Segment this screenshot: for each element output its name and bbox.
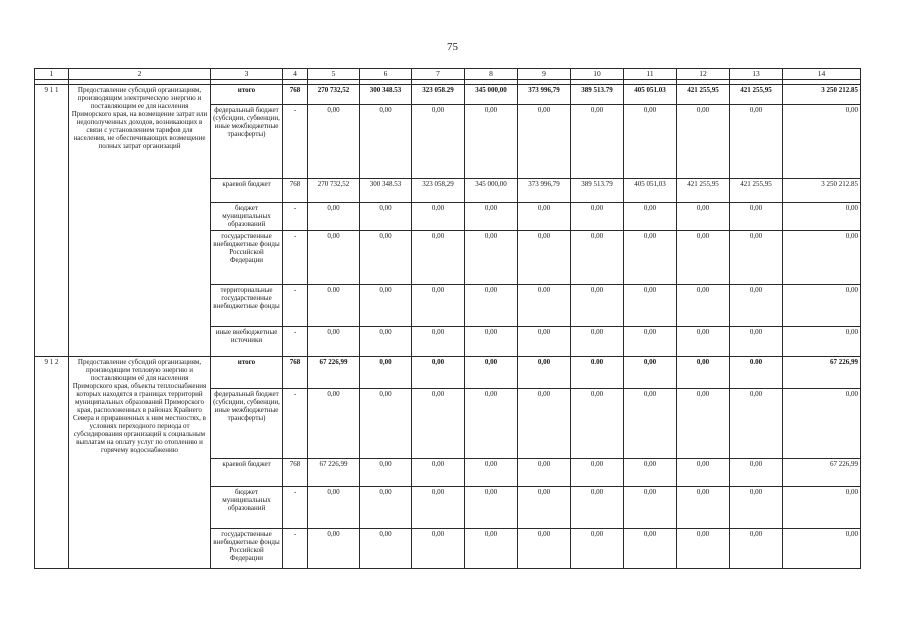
value-cell: 0,00 (730, 487, 783, 529)
value-cell: 0,00 (308, 203, 360, 231)
value-cell: 0,00 (465, 231, 518, 285)
column-header: 1 (35, 69, 69, 80)
value-cell: 0,00 (677, 459, 730, 487)
total-cell: 67 226,99 (783, 357, 861, 389)
value-cell: 270 732,52 (308, 179, 360, 203)
value-cell: 0,00 (518, 529, 571, 569)
responsible-code: 768 (283, 357, 308, 389)
value-cell: 0,00 (677, 487, 730, 529)
column-header: 9 (518, 69, 571, 80)
value-cell: 323 058,29 (412, 179, 465, 203)
value-cell: 0,00 (571, 389, 624, 459)
column-header: 6 (360, 69, 412, 80)
budget-table-body (35, 69, 861, 569)
value-cell: 405 051.03 (624, 85, 677, 105)
responsible-code: - (283, 231, 308, 285)
responsible-code: 768 (283, 85, 308, 105)
value-cell: 421 255,95 (677, 85, 730, 105)
value-cell: 0,00 (730, 105, 783, 179)
value-cell: 67 226,99 (308, 357, 360, 389)
column-header: 2 (69, 69, 211, 80)
value-cell: 421 255,95 (677, 179, 730, 203)
total-cell: 0,00 (783, 327, 861, 357)
value-cell: 0,00 (308, 529, 360, 569)
funding-source: краевой бюджет (211, 179, 283, 203)
column-header: 14 (783, 69, 861, 80)
value-cell: 0,00 (624, 203, 677, 231)
total-cell: 0,00 (783, 529, 861, 569)
value-cell: 0,00 (465, 487, 518, 529)
value-cell: 345 000,00 (465, 85, 518, 105)
funding-source: федеральный бюджет (субсидии, субвенции, иные межбюджетные трансферты) (211, 389, 283, 459)
value-cell: 0,00 (465, 105, 518, 179)
total-cell: 0,00 (783, 231, 861, 285)
value-cell: 67 226,99 (308, 459, 360, 487)
value-cell: 0,00 (571, 231, 624, 285)
value-cell: 0,00 (624, 231, 677, 285)
responsible-code: 768 (283, 179, 308, 203)
value-cell: 0.00 (730, 357, 783, 389)
value-cell: 373 996,79 (518, 179, 571, 203)
responsible-code: - (283, 529, 308, 569)
value-cell: 0,00 (412, 357, 465, 389)
column-header: 4 (283, 69, 308, 80)
value-cell: 0,00 (360, 459, 412, 487)
value-cell: 323 058.29 (412, 85, 465, 105)
funding-source: иные внебюджетные источники (211, 327, 283, 357)
value-cell: 405 051,03 (624, 179, 677, 203)
responsible-code: - (283, 105, 308, 179)
value-cell: 0,00 (677, 105, 730, 179)
column-header: 7 (412, 69, 465, 80)
value-cell: 0,00 (730, 529, 783, 569)
value-cell: 0,00 (465, 327, 518, 357)
value-cell: 0,00 (308, 105, 360, 179)
value-cell: 0,00 (624, 389, 677, 459)
value-cell: 389 513.79 (571, 85, 624, 105)
value-cell: 0,00 (677, 285, 730, 327)
value-cell: 0,00 (730, 389, 783, 459)
value-cell: 389 513.79 (571, 179, 624, 203)
funding-source: бюджет муниципальных образований (211, 487, 283, 529)
value-cell: 0,00 (624, 105, 677, 179)
value-cell: 0,00 (571, 459, 624, 487)
total-cell: 0,00 (783, 285, 861, 327)
value-cell: 0,00 (465, 389, 518, 459)
funding-source: государственные внебюджетные фонды Российской Федерации (211, 529, 283, 569)
value-cell: 0,00 (677, 529, 730, 569)
value-cell: 0,00 (412, 105, 465, 179)
value-cell: 0,00 (465, 357, 518, 389)
value-cell: 0,00 (624, 285, 677, 327)
value-cell: 0,00 (412, 231, 465, 285)
value-cell: 0,00 (465, 285, 518, 327)
value-cell: 270 732,52 (308, 85, 360, 105)
value-cell: 0,00 (730, 459, 783, 487)
value-cell: 300 348.53 (360, 85, 412, 105)
funding-source: государственные внебюджетные фонды Российской Федерации (211, 231, 283, 285)
value-cell: 0,00 (571, 203, 624, 231)
responsible-code: - (283, 487, 308, 529)
value-cell: 345 000,00 (465, 179, 518, 203)
event-code: 9 1 1 (35, 85, 69, 357)
value-cell: 0,00 (571, 529, 624, 569)
value-cell: 421 255,95 (730, 85, 783, 105)
value-cell: 0,00 (360, 285, 412, 327)
value-cell: 0,00 (465, 203, 518, 231)
column-header: 10 (571, 69, 624, 80)
funding-source: территориальные государственные внебюджетные фонды (211, 285, 283, 327)
total-cell: 0,00 (783, 203, 861, 231)
table-row (35, 357, 861, 389)
responsible-code: 768 (283, 459, 308, 487)
value-cell: 0,00 (518, 231, 571, 285)
funding-source: итого (211, 357, 283, 389)
value-cell: 0,00 (360, 105, 412, 179)
value-cell: 0,00 (571, 285, 624, 327)
responsible-code: - (283, 389, 308, 459)
value-cell: 0,00 (677, 203, 730, 231)
value-cell: 0,00 (624, 459, 677, 487)
responsible-code: - (283, 327, 308, 357)
value-cell: 0,00 (465, 529, 518, 569)
value-cell: 300 348.53 (360, 179, 412, 203)
value-cell: 0,00 (360, 231, 412, 285)
value-cell: 0,00 (624, 357, 677, 389)
page-number: 75 (447, 41, 458, 53)
value-cell: 0,00 (360, 487, 412, 529)
responsible-code: - (283, 285, 308, 327)
event-name: Предоставление субсидий организациям, производящим электрическую энергию и поставляющим ее для населения Приморского края, на возмещение затрат или недополученных доходов, возникающих в связи с установлением тарифов для населения, не обеспечивающих возмещение полных затрат организаций (69, 85, 211, 357)
value-cell: 0,00 (360, 529, 412, 569)
value-cell: 0,00 (730, 285, 783, 327)
value-cell: 0,00 (412, 529, 465, 569)
value-cell: 0,00 (518, 389, 571, 459)
value-cell: 0,00 (518, 357, 571, 389)
event-code: 9 1 2 (35, 357, 69, 569)
value-cell: 0,00 (465, 459, 518, 487)
responsible-code: - (283, 203, 308, 231)
funding-source: федеральный бюджет (субсидии, субвенции, иные межбюджетные трансферты) (211, 105, 283, 179)
column-header: 8 (465, 69, 518, 80)
column-header: 11 (624, 69, 677, 80)
value-cell: 0,00 (518, 327, 571, 357)
value-cell: 0,00 (412, 487, 465, 529)
value-cell: 0,00 (308, 487, 360, 529)
value-cell: 0,00 (308, 231, 360, 285)
value-cell: 0,00 (360, 357, 412, 389)
total-cell: 0,00 (783, 487, 861, 529)
value-cell: 0,00 (571, 327, 624, 357)
column-header: 3 (211, 69, 283, 80)
value-cell: 0.00 (571, 357, 624, 389)
column-header: 13 (730, 69, 783, 80)
column-header: 12 (677, 69, 730, 80)
value-cell: 0,00 (412, 327, 465, 357)
value-cell: 0,00 (571, 487, 624, 529)
funding-source: бюджет муниципальных образований (211, 203, 283, 231)
funding-source: краевой бюджет (211, 459, 283, 487)
budget-table (34, 68, 861, 569)
value-cell: 0,00 (360, 327, 412, 357)
value-cell: 0,00 (677, 327, 730, 357)
value-cell: 0,00 (518, 203, 571, 231)
value-cell: 0.00 (518, 285, 571, 327)
value-cell: 0,00 (730, 231, 783, 285)
value-cell: 373 996,79 (518, 85, 571, 105)
value-cell: 0,00 (677, 357, 730, 389)
value-cell: 0,00 (412, 389, 465, 459)
value-cell: 0,00 (412, 459, 465, 487)
value-cell: 0,00 (412, 285, 465, 327)
total-cell: 3 250 212.85 (783, 85, 861, 105)
value-cell: 0,00 (624, 529, 677, 569)
value-cell: 0.00 (308, 285, 360, 327)
event-name: Предоставление субсидий организациям, производящим тепловую энергию и поставляющим её для населения Приморского края, объекты теплоснабжения которых находятся в границах территорий муниципальных образований Приморского края, расположенных в районах Крайнего Севера и приравненных к ним местностях, в условиях переходного периода от субсидирования организаций к социальным выплатам на оплату услуг по отоплению и горячему водоснабжению (69, 357, 211, 569)
total-cell: 0,00 (783, 105, 861, 179)
funding-source: итого (211, 85, 283, 105)
value-cell: 0,00 (360, 389, 412, 459)
header-row (35, 69, 861, 80)
value-cell: 0,00 (518, 487, 571, 529)
value-cell: 0,00 (730, 327, 783, 357)
total-cell: 67 226,99 (783, 459, 861, 487)
value-cell: 0,00 (624, 487, 677, 529)
value-cell: 0,00 (518, 459, 571, 487)
value-cell: 0,00 (730, 203, 783, 231)
table-row (35, 85, 861, 105)
total-cell: 3 250 212.85 (783, 179, 861, 203)
value-cell: 0,00 (518, 105, 571, 179)
value-cell: 0,00 (571, 105, 624, 179)
value-cell: 421 255,95 (730, 179, 783, 203)
value-cell: 0,00 (308, 389, 360, 459)
total-cell: 0,00 (783, 389, 861, 459)
value-cell: 0,00 (677, 389, 730, 459)
value-cell: 0,00 (308, 327, 360, 357)
value-cell: 0,00 (624, 327, 677, 357)
value-cell: 0,00 (412, 203, 465, 231)
value-cell: 0,00 (360, 203, 412, 231)
value-cell: 0,00 (677, 231, 730, 285)
column-header: 5 (308, 69, 360, 80)
